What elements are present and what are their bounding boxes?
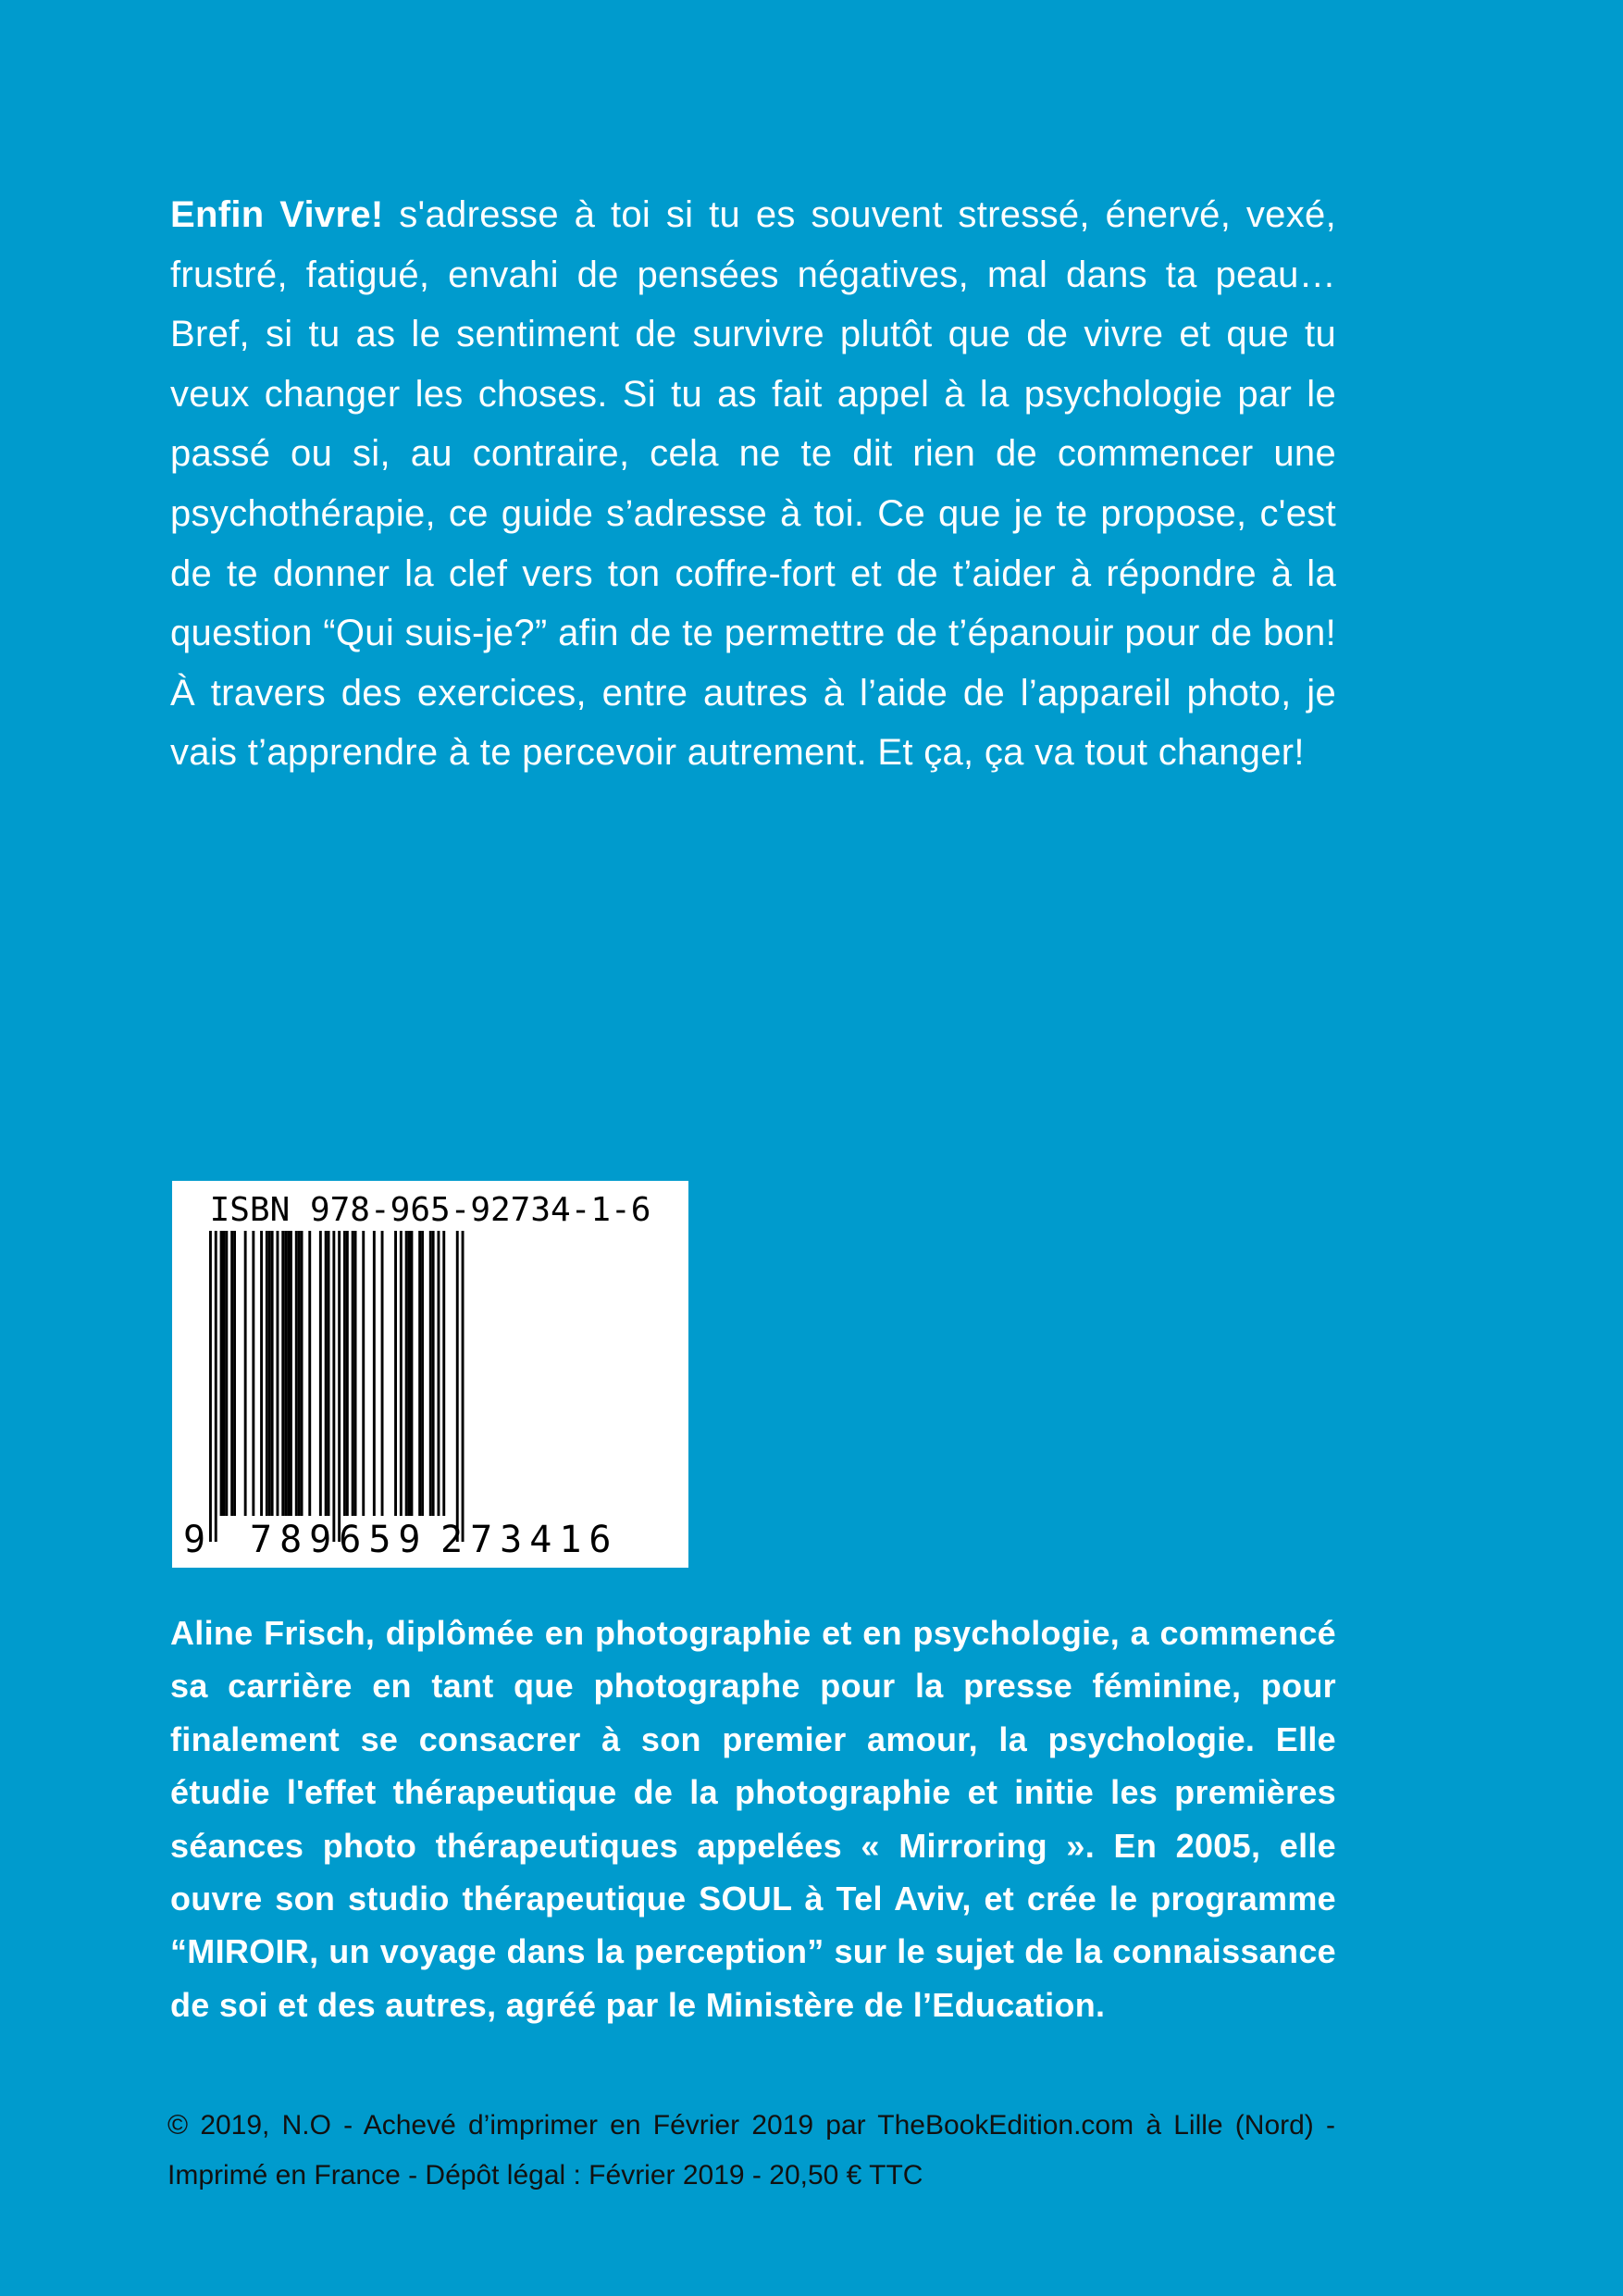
colophon: © 2019, N.O - Achevé d’imprimer en Février 2019 par TheBookEdition.com à Lille (Nord) - Imprimé en France - Dépôt légal : Février 2019 - 20,50 € TTC <box>167 2110 1335 2191</box>
barcode-bar <box>284 1231 287 1516</box>
book-title: Enfin Vivre! <box>170 194 384 235</box>
barcode-bar <box>381 1231 384 1516</box>
ean-left-digits: 789659 <box>250 1519 428 1561</box>
barcode-bar <box>429 1231 432 1516</box>
barcode-bar <box>325 1231 328 1516</box>
blurb-text: s'adresse à toi si tu es souvent stressé, énervé, vexé, frustré, fatigué, envahi de pensées négatives, mal dans ta peau…Bref, si tu as le sentiment de survivre plutôt que de vivre et que tu veux changer les choses. Si tu as fait appel à la psychologie par le passé ou si, au contraire, cela ne te dit rien de commencer une psychothérapie, ce guide s’adresse à toi. Ce que je te propose, c'est de te donner la clef vers ton coffre-fort et de t’aider à répondre à la question “Qui suis-je?” afin de te permettre de t’épanouir pour de bon! À travers des exercices, entre autres à l’aide de l’appareil photo, je vais t’apprendre à te percevoir autrement. Et ça, ça va tout changer! <box>170 194 1336 774</box>
barcode-bar <box>400 1231 403 1516</box>
barcode-bar <box>394 1231 397 1516</box>
barcode-bar <box>328 1231 330 1516</box>
author-bio: Aline Frisch, diplômée en photographie et en psychologie, a commencé sa carrière en tant que photographe pour la presse féminine, pour finalement se consacrer à son premier amour, la psychologie. Elle étudie l'effet thérapeutique de la photographie et initie les premières séances photo thérapeutiques appelées « Mirroring ». En 2005, elle ouvre son studio thérapeutique SOUL à Tel Aviv, et crée le programme “MIROIR, un voyage dans la perception” sur le sujet de la connaissance de soi et des autres, agréé par le Ministère de l’Education. <box>170 1614 1336 2024</box>
barcode-bar <box>338 1231 341 1542</box>
barcode-bar <box>319 1231 322 1516</box>
barcode-bar <box>308 1231 311 1516</box>
barcode-bar <box>432 1231 435 1516</box>
barcode-bar <box>456 1231 459 1542</box>
barcode-bar <box>233 1231 236 1516</box>
isbn-barcode <box>172 1181 688 1568</box>
barcode-bar <box>271 1231 274 1516</box>
barcode-bar <box>373 1231 376 1516</box>
barcode-bar <box>223 1231 226 1516</box>
barcode-bar <box>230 1231 233 1516</box>
ean-first-digit: 9 <box>183 1519 206 1561</box>
barcode-bar <box>418 1231 421 1516</box>
barcode-bar <box>332 1231 335 1542</box>
barcode-bar <box>411 1231 414 1516</box>
barcode-bar <box>408 1231 411 1516</box>
barcode-bar <box>343 1231 346 1516</box>
barcode-bar <box>244 1231 247 1516</box>
barcode-bar <box>220 1231 223 1516</box>
barcode-bar <box>277 1231 279 1516</box>
barcode-bar <box>281 1231 284 1516</box>
barcode-bar <box>298 1231 301 1516</box>
barcode-bar <box>346 1231 349 1516</box>
isbn-label: ISBN 978-965-92734-1-6 <box>209 1191 651 1229</box>
ean-digits <box>172 1520 688 1560</box>
barcode-bar <box>362 1231 365 1516</box>
barcode-bar <box>442 1231 445 1516</box>
barcode-bar <box>252 1231 254 1516</box>
barcode-bar <box>405 1231 408 1516</box>
barcode-bar <box>354 1231 357 1516</box>
barcode-bar <box>225 1231 228 1516</box>
barcode-bar <box>209 1231 212 1542</box>
barcode-bar <box>438 1231 440 1516</box>
barcode-bar <box>266 1231 268 1516</box>
barcode-bar <box>260 1231 263 1516</box>
barcode-bar <box>421 1231 424 1516</box>
blurb-paragraph <box>170 185 1336 783</box>
barcode-bar <box>301 1231 304 1516</box>
barcode-bar <box>290 1231 292 1516</box>
barcode-bars <box>172 1181 688 1568</box>
barcode-bar <box>352 1231 354 1516</box>
ean-right-digits: 273416 <box>440 1519 619 1561</box>
barcode-bar <box>462 1231 465 1542</box>
barcode-bar <box>287 1231 290 1516</box>
barcode-bar <box>295 1231 298 1516</box>
barcode-bar <box>215 1231 217 1542</box>
barcode-bar <box>268 1231 271 1516</box>
